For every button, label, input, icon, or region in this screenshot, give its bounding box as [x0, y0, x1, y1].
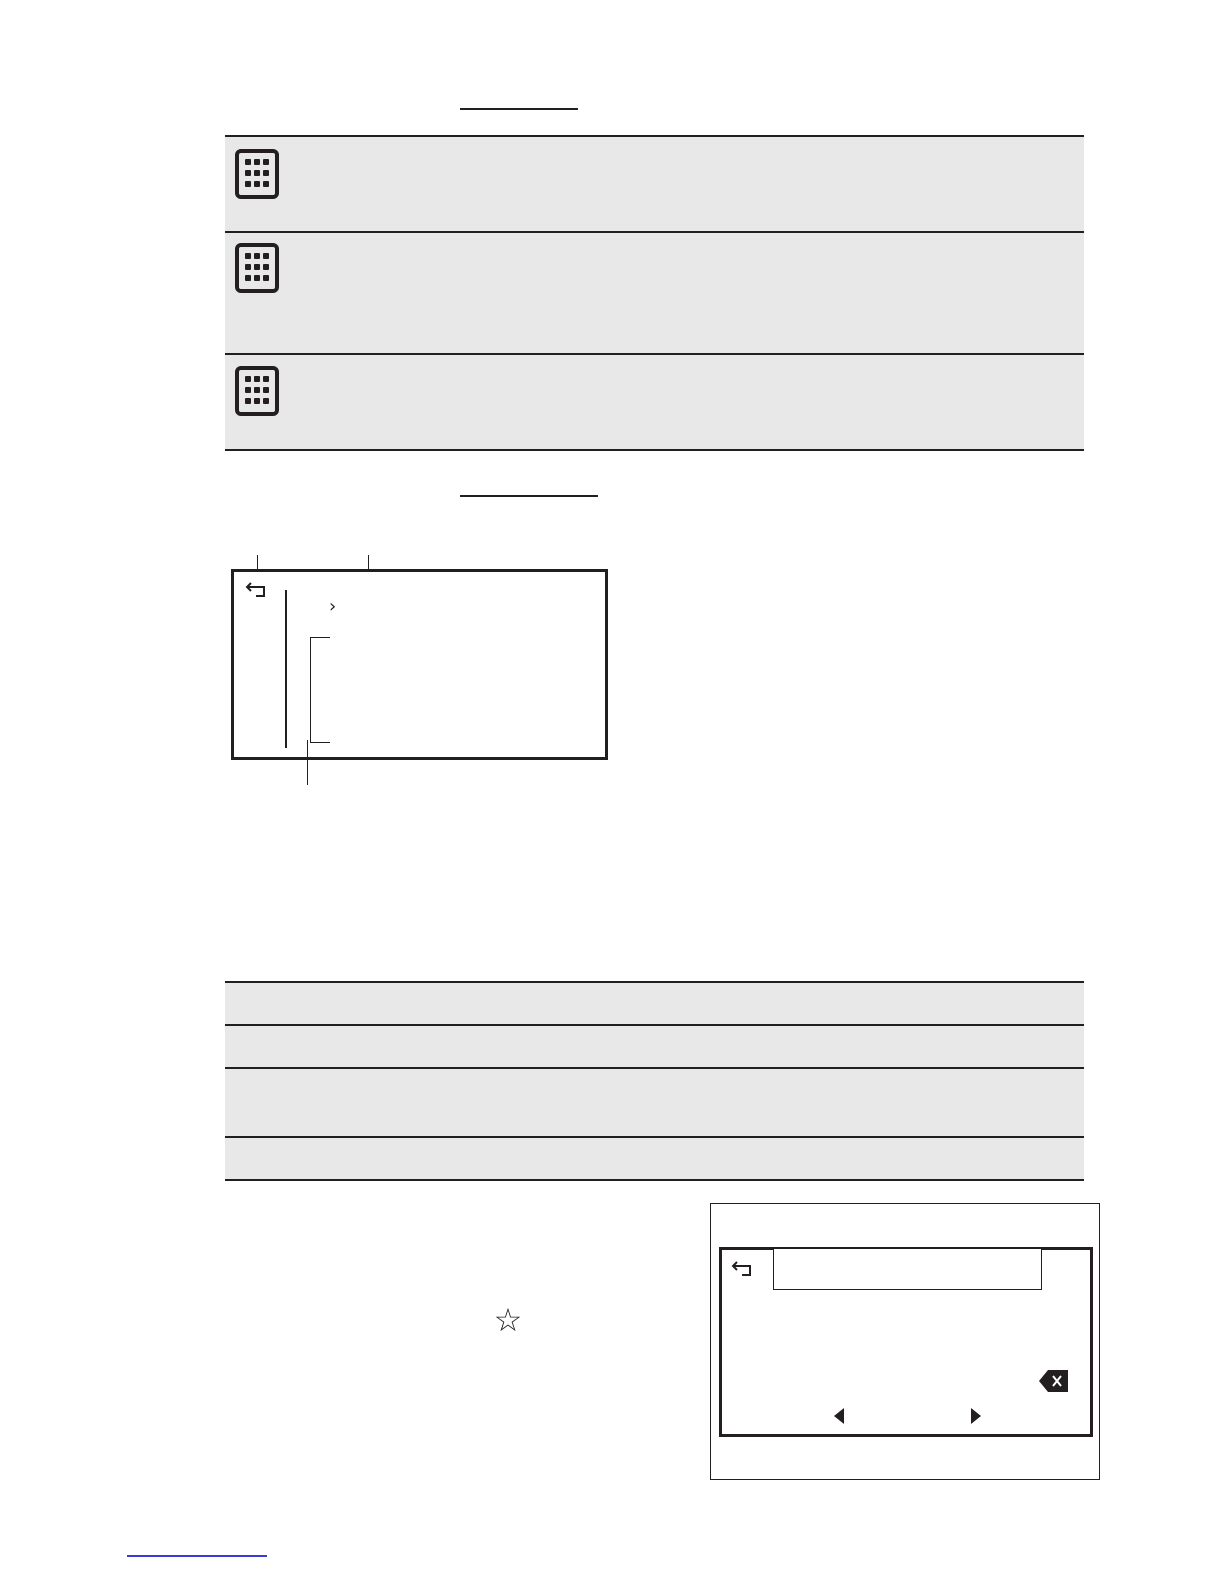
table-row	[225, 1138, 1084, 1179]
backspace-icon[interactable]	[1038, 1368, 1070, 1394]
table-row	[225, 1026, 1084, 1068]
keypad-icon	[235, 366, 279, 416]
star-icon: ☆	[493, 1301, 523, 1339]
entry-display-screen	[719, 1247, 1093, 1437]
table-row	[225, 137, 1084, 232]
table-row	[225, 983, 1084, 1025]
back-arrow-icon[interactable]	[730, 1259, 758, 1279]
display-screen	[231, 569, 608, 760]
menu-scrollbar[interactable]	[285, 590, 287, 748]
triangle-right-icon[interactable]	[969, 1407, 983, 1425]
table-bottom-rule	[225, 1179, 1084, 1181]
table-row	[225, 355, 1084, 449]
section-heading-underline-2	[460, 495, 598, 497]
table-bottom-rule	[225, 449, 1084, 451]
section-heading-underline-1	[460, 108, 578, 110]
back-arrow-icon	[244, 580, 272, 600]
list-bracket-spine	[310, 637, 311, 742]
table-row	[225, 1069, 1084, 1137]
chevron-right-icon: ›	[329, 596, 337, 617]
info-table	[225, 981, 1084, 1181]
keypad-icon	[235, 243, 279, 293]
keypad-icon	[235, 149, 279, 199]
page-link[interactable]	[127, 1555, 267, 1557]
keypad-table	[225, 135, 1084, 451]
callout-leader-list	[307, 740, 308, 785]
list-bracket-bottom	[310, 742, 330, 743]
text-entry-field[interactable]	[773, 1248, 1042, 1290]
entry-figure-frame	[710, 1203, 1100, 1480]
triangle-left-icon[interactable]	[832, 1407, 846, 1425]
list-bracket-top	[310, 637, 330, 638]
table-row	[225, 233, 1084, 353]
